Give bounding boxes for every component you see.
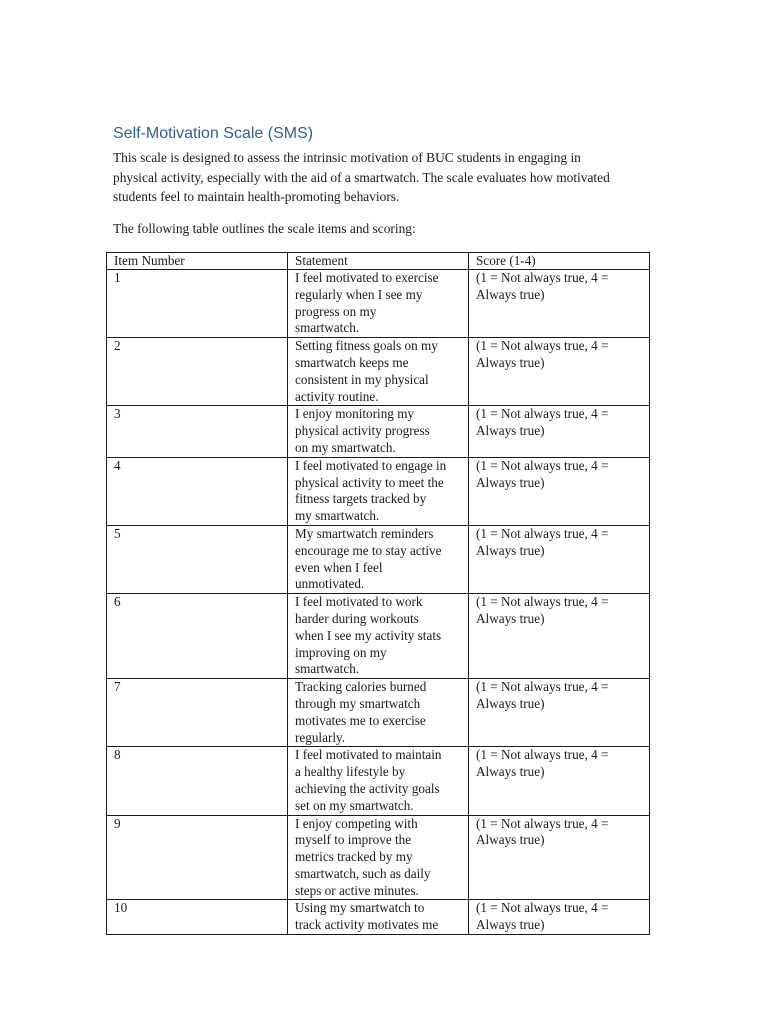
item-number-cell: 7 [107,679,288,747]
item-number-cell: 1 [107,270,288,338]
statement-line: physical activity to meet the [295,474,444,490]
statement-line: myself to improve the [295,832,412,848]
score-line: Always true) [476,832,545,848]
table-row [107,406,650,457]
item-number-cell: 9 [107,815,288,900]
table-row [107,594,650,679]
score-line: Always true) [476,764,545,780]
item-number-cell: 3 [107,406,288,457]
statement-line: my smartwatch. [295,508,380,524]
statement-line: I feel motivated to exercise [295,270,439,285]
table-row [107,457,650,525]
statement-line: smartwatch keeps me [295,354,409,370]
score-cell [469,406,650,457]
score-line: Always true) [476,354,545,370]
statement-line: Tracking calories burned [295,679,427,695]
statement-line: smartwatch. [295,320,360,336]
statement-cell [288,900,469,935]
score-line: (1 = Not always true, 4 = [476,815,609,831]
score-cell [469,815,650,900]
table-row [107,900,650,935]
item-number-cell: 10 [107,900,288,935]
score-cell [469,270,650,338]
item-number-cell: 2 [107,338,288,406]
intro-line: students feel to maintain health-promoting behaviors. [113,189,400,204]
statement-cell [288,338,469,406]
score-line: Always true) [476,542,545,558]
table-row [107,747,650,815]
statement-cell [288,679,469,747]
score-line: (1 = Not always true, 4 = [476,594,609,610]
score-line: Always true) [476,610,545,626]
table-row [107,270,650,338]
statement-line: consistent in my physical [295,371,429,387]
score-cell [469,457,650,525]
header-score: Score (1-4) [469,253,650,270]
statement-line: progress on my [295,303,377,319]
score-cell [469,525,650,593]
statement-cell [288,594,469,679]
table-lead-text: The following table outlines the scale items and scoring: [113,221,416,236]
statement-line: metrics tracked by my [295,849,413,865]
statement-cell [288,815,469,900]
score-cell [469,594,650,679]
statement-line: smartwatch, such as daily [295,865,431,881]
statement-line: encourage me to stay active [295,542,442,558]
score-line: (1 = Not always true, 4 = [476,338,609,354]
statement-cell [288,747,469,815]
statement-line: regularly when I see my [295,286,423,302]
statement-line: I feel motivated to work [295,594,423,610]
score-line: (1 = Not always true, 4 = [476,270,609,285]
statement-line: fitness targets tracked by [295,491,427,507]
score-line: Always true) [476,917,545,933]
intro-paragraph [113,148,673,207]
statement-line: I enjoy competing with [295,815,418,831]
score-line: (1 = Not always true, 4 = [476,679,609,695]
statement-line: Using my smartwatch to [295,900,425,916]
statement-line: even when I feel [295,559,383,575]
score-cell [469,900,650,935]
statement-line: through my smartwatch [295,695,421,711]
score-line: Always true) [476,474,545,490]
table-row [107,679,650,747]
score-line: (1 = Not always true, 4 = [476,900,609,916]
header-statement: Statement [288,253,469,270]
score-line: (1 = Not always true, 4 = [476,406,609,422]
statement-line: I enjoy monitoring my [295,406,415,422]
table-row [107,338,650,406]
item-number-cell: 5 [107,525,288,593]
section-heading: Self-Motivation Scale (SMS) [113,125,314,142]
statement-line: activity routine. [295,388,379,404]
table-header-row [107,253,650,270]
statement-line: motivates me to exercise [295,712,426,728]
intro-line: This scale is designed to assess the intrinsic motivation of BUC students in engaging in [113,150,581,165]
intro-line: physical activity, especially with the aid of a smartwatch. The scale evaluates how motivated [113,169,610,185]
score-line: Always true) [476,286,545,302]
score-line: (1 = Not always true, 4 = [476,525,609,541]
table-row [107,815,650,900]
statement-line: set on my smartwatch. [295,797,414,813]
score-cell [469,747,650,815]
statement-line: harder during workouts [295,610,419,626]
statement-line: on my smartwatch. [295,439,396,455]
statement-cell [288,270,469,338]
statement-line: steps or active minutes. [295,882,419,898]
statement-cell [288,406,469,457]
item-number-cell: 8 [107,747,288,815]
statement-line: when I see my activity stats [295,627,442,643]
score-line: (1 = Not always true, 4 = [476,747,609,763]
score-line: Always true) [476,423,545,439]
statement-line: smartwatch. [295,661,360,677]
table-row [107,525,650,593]
statement-line: I feel motivated to maintain [295,747,442,763]
statement-line: improving on my [295,644,387,660]
header-item-number: Item Number [107,253,288,270]
statement-line: Setting fitness goals on my [295,338,438,354]
statement-line: physical activity progress [295,423,430,439]
statement-line: My smartwatch reminders [295,525,434,541]
score-cell [469,679,650,747]
item-number-cell: 6 [107,594,288,679]
statement-line: a healthy lifestyle by [295,764,406,780]
score-cell [469,338,650,406]
score-line: (1 = Not always true, 4 = [476,457,609,473]
statement-cell [288,525,469,593]
table-body [107,270,650,935]
score-line: Always true) [476,695,545,711]
statement-line: achieving the activity goals [295,780,440,796]
scale-table [106,252,650,935]
statement-line: I feel motivated to engage in [295,457,447,473]
item-number-cell: 4 [107,457,288,525]
statement-line: regularly. [295,729,346,745]
statement-line: unmotivated. [295,576,365,592]
statement-line: track activity motivates me [295,917,439,933]
statement-cell [288,457,469,525]
